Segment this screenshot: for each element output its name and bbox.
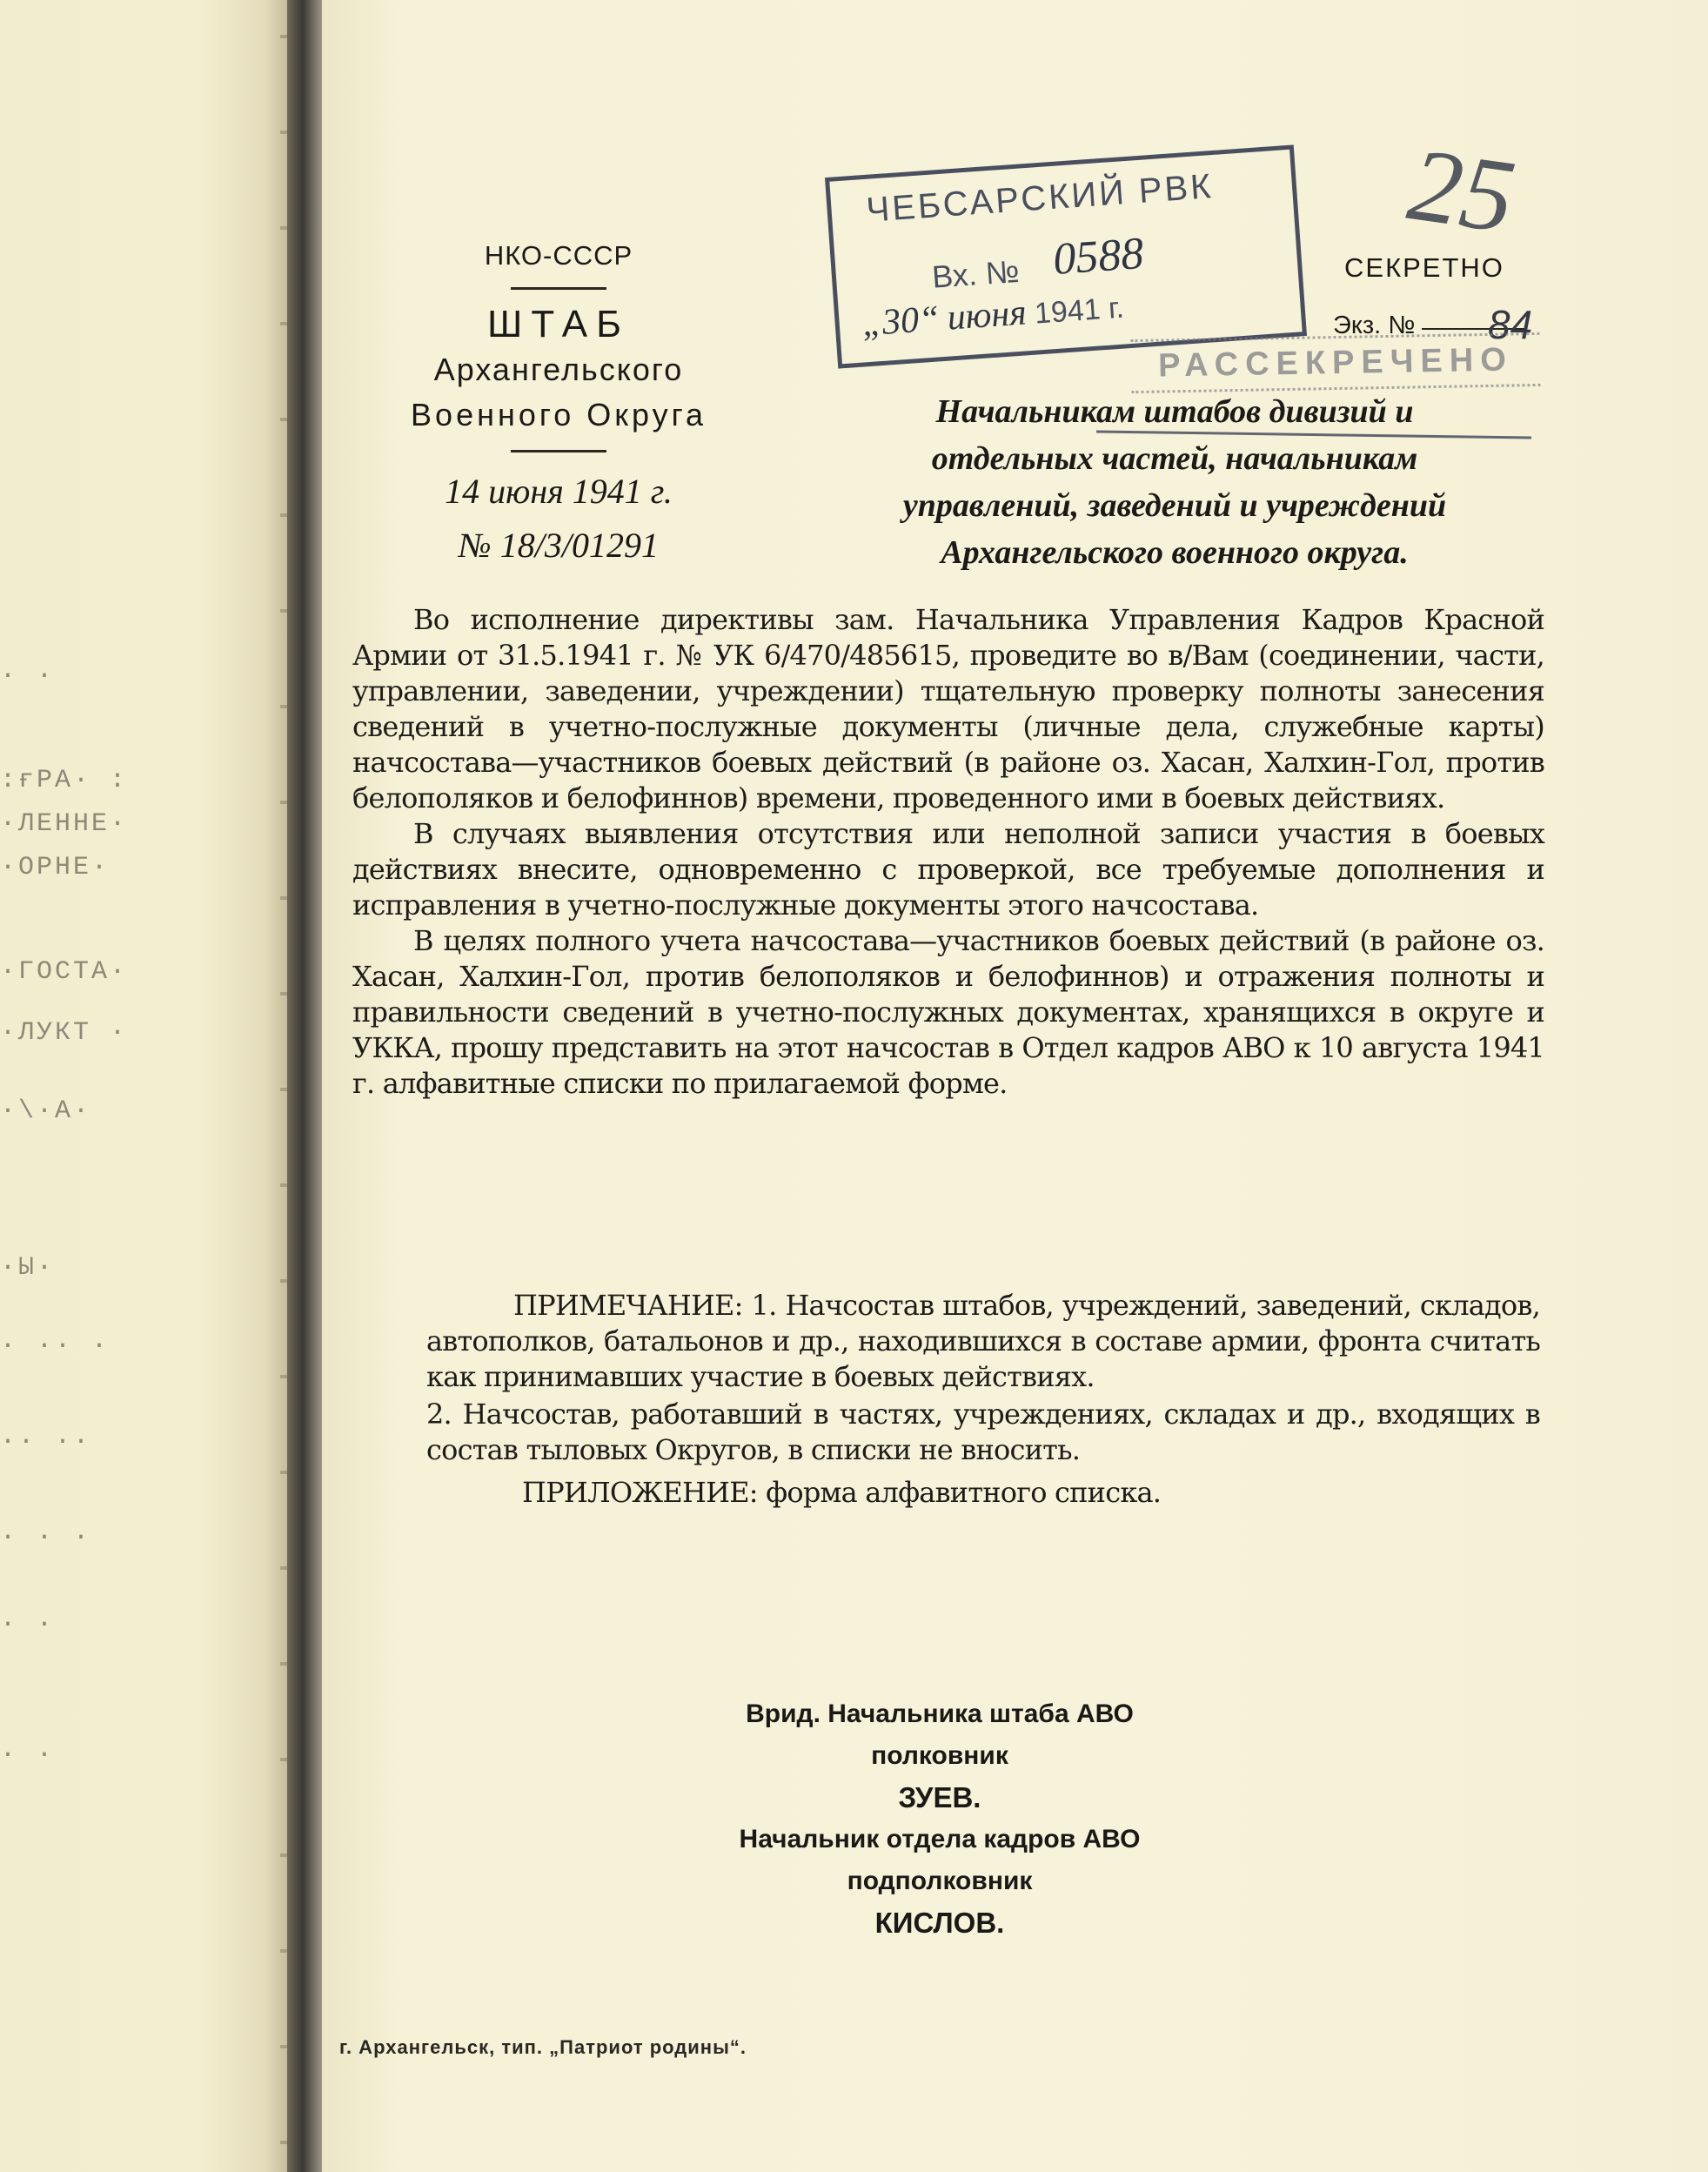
addressee-line: Начальникам штабов дивизий и xyxy=(935,393,1414,430)
signature-block xyxy=(661,1693,1218,1944)
bleed-through-text: · · · xyxy=(0,1523,92,1552)
bleed-through-text: :ғРА· : xyxy=(0,766,129,795)
addressee-line: отдельных частей, начальникам xyxy=(931,440,1418,477)
signer2-rank: подполковник xyxy=(847,1867,1033,1895)
body-paragraph: В случаях выявления отсутствия или неполной записи участия в боевых действиях внесите, одновременно с проверкой, все требуемые дополнения и исправления в учетно-послужные документы этого начсостава. xyxy=(352,817,1544,922)
signer2-position: Начальник отдела кадров АВО xyxy=(739,1825,1141,1854)
bleed-through-text: · · xyxy=(0,1740,56,1770)
incoming-stamp xyxy=(825,144,1307,368)
bleed-through-text: ·ОРНЕ· xyxy=(0,853,111,882)
bleed-through-text: ·ЛЕННЕ· xyxy=(0,809,129,839)
bleed-through-text: ·ЛУКТ · xyxy=(0,1018,129,1048)
body-paragraph: Во исполнение директивы зам. Начальника Управления Кадров Красной Армии от 31.5.1941 г. № УК 6/470/485615, проведите во в/Вам (соединении, части, управлении, заведении, учреждении) тщательную проверку полноты занесения сведений в учетно-послужные документы (личные дела, служебные карты) начсостава—участников боевых действий (в районе оз. Хасан, Халхин-Гол, против белополяков и белофиннов) времени, проведенного ими в боевых действиях. xyxy=(352,603,1544,814)
signer1-rank: полковник xyxy=(871,1741,1008,1770)
signer1-position: Врид. Начальника штаба АВО xyxy=(746,1699,1134,1728)
note-item-2: 2. Начсостав, работавший в частях, учреждениях, складах и др., входящих в состав тыловых Округов, в списки не вносить. xyxy=(426,1398,1540,1466)
bleed-through-text: · · xyxy=(0,1610,56,1639)
letterhead-district-line2: Военного Округа xyxy=(411,397,707,432)
stamp-title: ЧЕБСАРСКИЙ РВК xyxy=(865,167,1215,230)
document-number: № 18/3/01291 xyxy=(459,526,659,565)
document-date: 14 июня 1941 г. xyxy=(445,472,673,511)
notes-block xyxy=(426,1288,1540,1511)
document-body xyxy=(352,602,1544,1102)
handwritten-mark: 25 xyxy=(1402,125,1522,255)
signer1-name: ЗУЕВ. xyxy=(898,1781,981,1813)
addressee-line: управлений, заведений и учреждений xyxy=(902,487,1447,524)
signer2-name: КИСЛОВ. xyxy=(874,1907,1005,1939)
letterhead xyxy=(324,237,794,573)
addressee-block xyxy=(800,388,1549,576)
bleed-through-text: · ·· · xyxy=(0,1331,111,1361)
previous-page xyxy=(0,0,287,2172)
copy-number-label: Экз. № xyxy=(1333,312,1416,339)
stamp-date-month: июня xyxy=(946,292,1028,339)
bleed-through-text: · · xyxy=(0,661,56,691)
stamp-date-year: 1941 г. xyxy=(1033,291,1125,331)
stamp-incoming-number: 0588 xyxy=(1051,228,1146,285)
bleed-through-text: ·\·А· xyxy=(0,1096,92,1126)
body-paragraph: В целях полного учета начсостава—участников боевых действий (в районе оз. Хасан, Халхин-Гол, против белополяков и белофиннов) и отражения полноты и правильности сведений в учетно-послужных документах, хранящихся в округе и УККА, прошу представить на этот начсостав в Отдел кадров АВО к 10 августа 1941 г. алфавитные списки по прилагаемой форме. xyxy=(352,924,1544,1100)
letterhead-rule xyxy=(511,287,606,290)
note-item-1: ПРИМЕЧАНИЕ: 1. Начсостав штабов, учреждений, заведений, складов, автополков, батальонов и др., находившихся в составе армии, фронта считать как принимавших участие в боевых действиях. xyxy=(426,1289,1540,1393)
declassified-stamp: РАССЕКРЕЧЕНО xyxy=(1130,332,1540,393)
stamp-date-row xyxy=(861,285,1125,345)
copy-number-value: 84 xyxy=(1488,302,1533,347)
stamp-date-day: „30“ xyxy=(861,298,941,345)
printer-imprint: г. Архангельск, тип. „Патриот родины“. xyxy=(339,2036,747,2058)
bleed-through-text: ·ГОСТА· xyxy=(0,957,129,987)
book-gutter xyxy=(287,0,322,2172)
bleed-through-text: ·Ы· xyxy=(0,1253,56,1283)
letterhead-district-line1: Архангельского xyxy=(433,352,684,387)
appendix-line: ПРИЛОЖЕНИЕ: форма алфавитного списка. xyxy=(522,1476,1162,1509)
stamp-incoming-label: Вх. № xyxy=(930,252,1021,295)
addressee-line: Архангельского военного округа. xyxy=(941,534,1409,571)
bleed-through-text: ·· ·· xyxy=(0,1427,92,1457)
secret-label: СЕКРЕТНО xyxy=(1344,252,1504,283)
letterhead-org: НКО-СССР xyxy=(484,240,633,271)
letterhead-shtab: ШТАБ xyxy=(487,303,630,345)
letterhead-rule xyxy=(511,450,606,452)
